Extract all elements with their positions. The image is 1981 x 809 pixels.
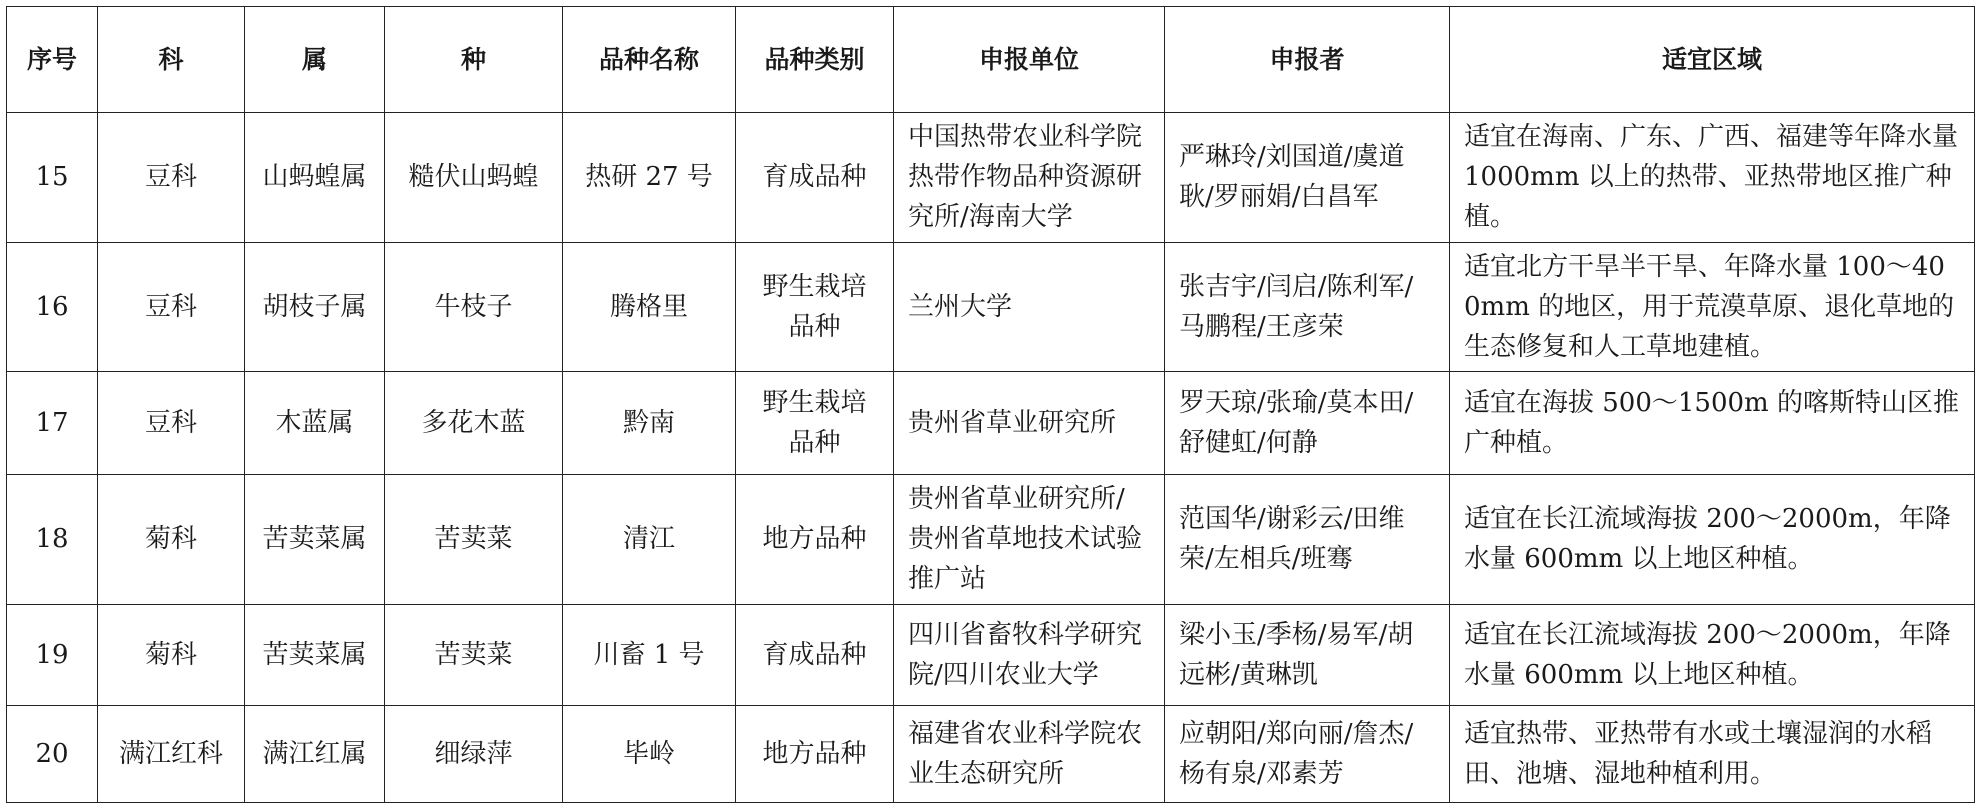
cell-family: 菊科: [98, 605, 245, 705]
cell-index: 17: [7, 372, 98, 474]
cell-species: 苦荬菜: [385, 474, 563, 605]
header-family: 科: [98, 7, 245, 113]
cell-applicants: 范国华/谢彩云/田维荣/左相兵/班骞: [1165, 474, 1450, 605]
cell-species: 牛枝子: [385, 242, 563, 372]
cell-genus: 苦荬菜属: [245, 474, 385, 605]
cell-index: 15: [7, 113, 98, 243]
cell-family: 豆科: [98, 113, 245, 243]
table-row: [7, 474, 1975, 605]
cell-genus: 苦荬菜属: [245, 605, 385, 705]
cell-suitable-region: 适宜在海南、广东、广西、福建等年降水量 1000mm 以上的热带、亚热带地区推广种植。: [1450, 113, 1975, 243]
cell-variety-type: 育成品种: [736, 605, 894, 705]
cell-suitable-region: 适宜热带、亚热带有水或土壤湿润的水稻田、池塘、湿地种植利用。: [1450, 705, 1975, 802]
cell-variety-type: 地方品种: [736, 474, 894, 605]
table-row: [7, 705, 1975, 802]
cell-suitable-region: 适宜在海拔 500～1500m 的喀斯特山区推广种植。: [1450, 372, 1975, 474]
cell-applicant-unit: 兰州大学: [894, 242, 1165, 372]
cell-variety-name: 川畜 1 号: [563, 605, 736, 705]
cell-species: 苦荬菜: [385, 605, 563, 705]
cell-applicant-unit: 福建省农业科学院农业生态研究所: [894, 705, 1165, 802]
cell-applicant-unit: 贵州省草业研究所/贵州省草地技术试验推广站: [894, 474, 1165, 605]
cell-genus: 胡枝子属: [245, 242, 385, 372]
cell-genus: 木蓝属: [245, 372, 385, 474]
cell-applicant-unit: 中国热带农业科学院热带作物品种资源研究所/海南大学: [894, 113, 1165, 243]
table-row: [7, 113, 1975, 243]
header-genus: 属: [245, 7, 385, 113]
table-row: [7, 242, 1975, 372]
header-applicant-unit: 申报单位: [894, 7, 1165, 113]
header-species: 种: [385, 7, 563, 113]
header-index: 序号: [7, 7, 98, 113]
header-applicants: 申报者: [1165, 7, 1450, 113]
cell-variety-type: 地方品种: [736, 705, 894, 802]
cell-applicants: 罗天琼/张瑜/莫本田/舒健虹/何静: [1165, 372, 1450, 474]
cell-applicant-unit: 四川省畜牧科学研究院/四川农业大学: [894, 605, 1165, 705]
table-header-row: [7, 7, 1975, 113]
header-variety-name: 品种名称: [563, 7, 736, 113]
cell-variety-name: 热研 27 号: [563, 113, 736, 243]
header-suitable-region: 适宜区域: [1450, 7, 1975, 113]
cell-genus: 满江红属: [245, 705, 385, 802]
cell-variety-name: 毕岭: [563, 705, 736, 802]
cell-genus: 山蚂蝗属: [245, 113, 385, 243]
cell-suitable-region: 适宜在长江流域海拔 200～2000m，年降水量 600mm 以上地区种植。: [1450, 605, 1975, 705]
cell-applicants: 严琳玲/刘国道/虞道耿/罗丽娟/白昌军: [1165, 113, 1450, 243]
cell-index: 18: [7, 474, 98, 605]
cell-family: 豆科: [98, 242, 245, 372]
variety-table: [6, 6, 1975, 803]
cell-species: 多花木蓝: [385, 372, 563, 474]
header-variety-type: 品种类别: [736, 7, 894, 113]
cell-species: 细绿萍: [385, 705, 563, 802]
cell-family: 满江红科: [98, 705, 245, 802]
cell-variety-name: 黔南: [563, 372, 736, 474]
cell-variety-type: 野生栽培品种: [736, 372, 894, 474]
table-row: [7, 372, 1975, 474]
cell-index: 19: [7, 605, 98, 705]
cell-species: 糙伏山蚂蝗: [385, 113, 563, 243]
cell-suitable-region: 适宜北方干旱半干旱、年降水量 100～400mm 的地区，用于荒漠草原、退化草地的生态修复和人工草地建植。: [1450, 242, 1975, 372]
cell-family: 菊科: [98, 474, 245, 605]
cell-suitable-region: 适宜在长江流域海拔 200～2000m，年降水量 600mm 以上地区种植。: [1450, 474, 1975, 605]
cell-applicant-unit: 贵州省草业研究所: [894, 372, 1165, 474]
cell-index: 16: [7, 242, 98, 372]
cell-variety-name: 腾格里: [563, 242, 736, 372]
table-row: [7, 605, 1975, 705]
cell-variety-type: 育成品种: [736, 113, 894, 243]
cell-applicants: 应朝阳/郑向丽/詹杰/杨有泉/邓素芳: [1165, 705, 1450, 802]
cell-applicants: 张吉宇/闫启/陈利军/马鹏程/王彦荣: [1165, 242, 1450, 372]
cell-variety-type: 野生栽培品种: [736, 242, 894, 372]
cell-index: 20: [7, 705, 98, 802]
cell-variety-name: 清江: [563, 474, 736, 605]
cell-family: 豆科: [98, 372, 245, 474]
cell-applicants: 梁小玉/季杨/易军/胡远彬/黄琳凯: [1165, 605, 1450, 705]
